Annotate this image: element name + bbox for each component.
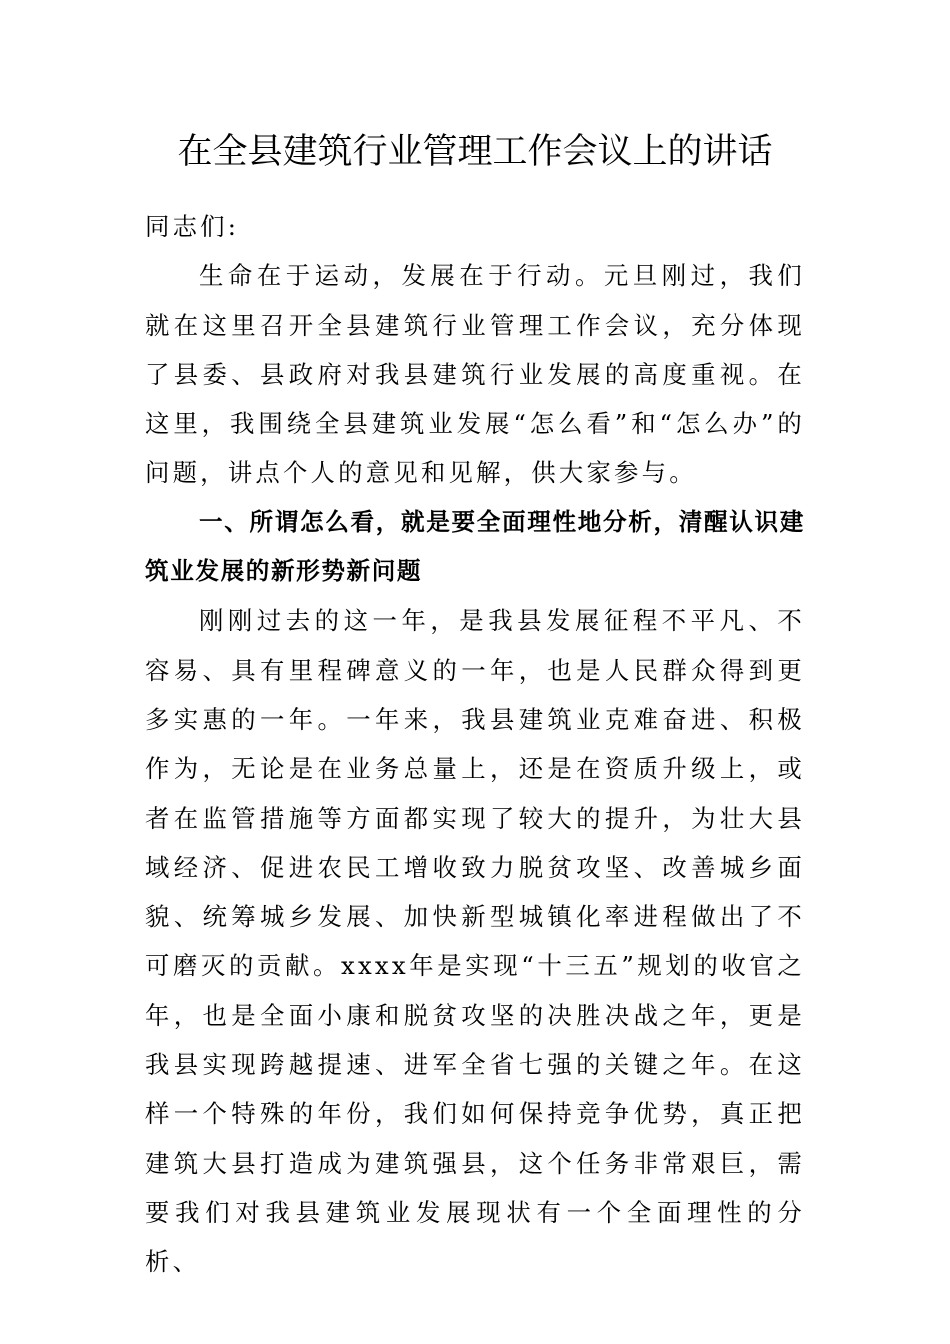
paragraph-opening: 生命在于运动，发展在于行动。元旦刚过，我们就在这里召开全县建筑行业管理工作会议，充分体现了县委、县政府对我县建筑行业发展的高度重视。在这里，我围绕全县建筑业发展“怎么看”和“怎么办”的问题，讲点个人的意见和见解，供大家参与。 [145, 261, 805, 488]
paragraph-review: 刚刚过去的这一年，是我县发展征程不平凡、不容易、具有里程碑意义的一年，也是人民群众得到更多实惠的一年。一年来，我县建筑业克难奋进、积极作为，无论是在业务总量上，还是在资质升级上，或者在监管措施等方面都实现了较大的提升，为壮大县域经济、促进农民工增收致力脱贫攻坚、改善城乡面貌、统筹城乡发展、加快新型城镇化率进程做出了不可磨灭的贡献。xxxx年是实现“十三五”规划的收官之年，也是全面小康和脱贫攻坚的决胜决战之年，更是我县实现跨越提速、进军全省七强的关键之年。在这样一个特殊的年份，我们如何保持竞争优势，真正把建筑大县打造成为建筑强县，这个任务非常艰巨，需要我们对我县建筑业发展现状有一个全面理性的分析、 [145, 606, 805, 1277]
document-body [145, 202, 805, 1287]
section-heading: 一、所谓怎么看，就是要全面理性地分析，清醒认识建筑业发展的新形势新问题 [145, 507, 805, 586]
document-title: 在全县建筑行业管理工作会议上的讲话 [177, 132, 773, 172]
salutation: 同志们: [145, 212, 240, 241]
